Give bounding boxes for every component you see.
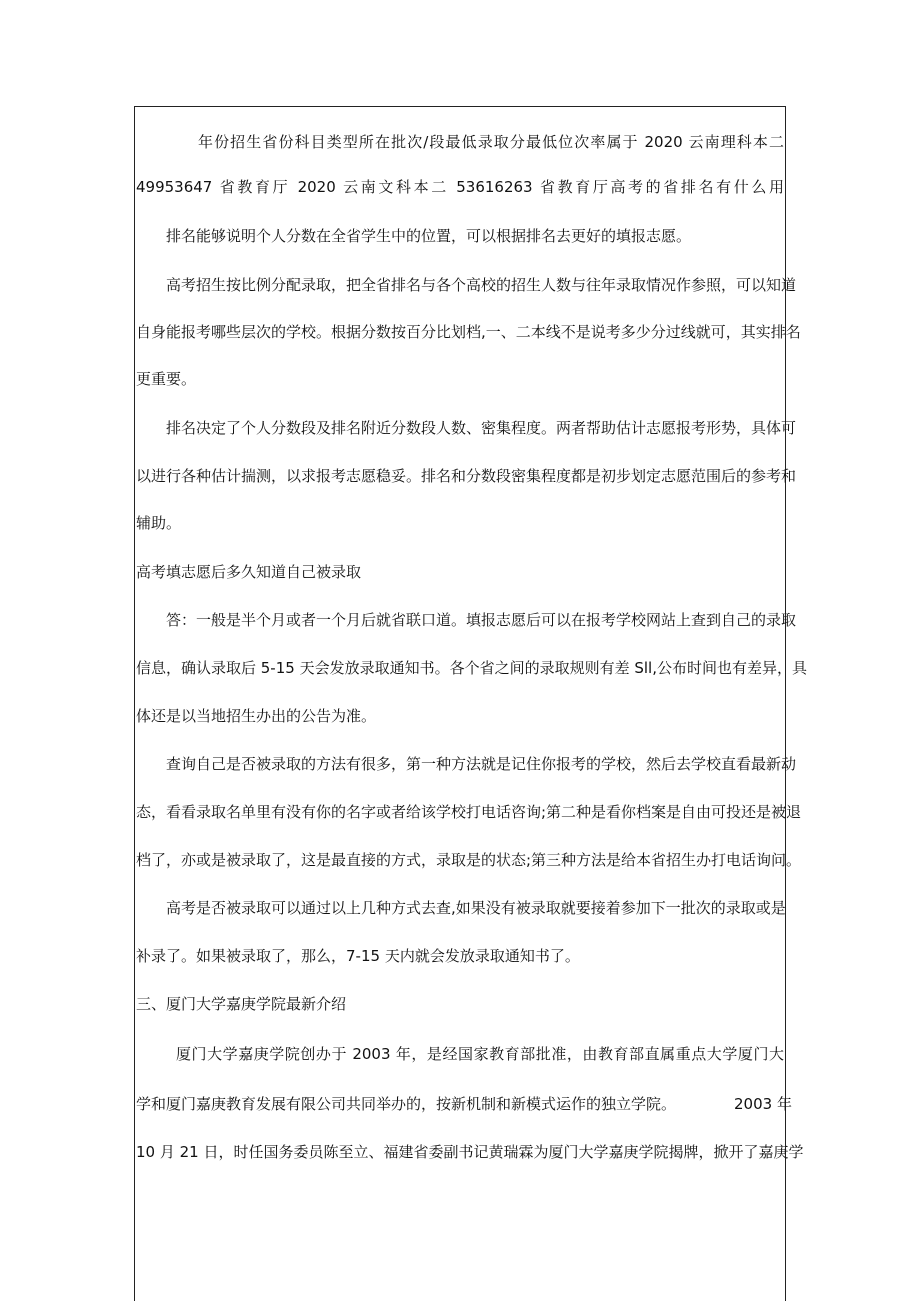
text-fragment: 学和厦门嘉庚教育发展有限公司共同举办的，按新机制和新模式运作的独立学院。 xyxy=(136,1095,677,1113)
text-line: 补录了。如果被录取了，那么，7-15 天内就会发放录取通知书了。 xyxy=(136,947,580,965)
text-line: 更重要。 xyxy=(136,370,197,388)
text-line: 答：一般是半个月或者一个月后就省联口道。填报志愿后可以在报考学校网站上查到自己的录取 xyxy=(166,611,797,629)
text-line: 排名决定了个人分数段及排名附近分数段人数、密集程度。两者帮助估计志愿报考形势，具体可 xyxy=(166,419,797,437)
text-line: 体还是以当地招生办出的公告为准。 xyxy=(136,707,377,725)
text-fragment: 2003 年 xyxy=(734,1095,792,1113)
text-line: 态，看看录取名单里有没有你的名字或者给该学校打电话咨询;第二种是看你档案是自由可投还是被退 xyxy=(136,803,802,821)
text-line xyxy=(136,1094,792,1114)
text-line: 49953647 省教育厅 2020 云南文科本二 53616263 省教育厅高考的省排名有什么用 xyxy=(136,178,784,196)
section-heading: 三、厦门大学嘉庚学院最新介绍 xyxy=(136,995,347,1013)
text-line: 查询自己是否被录取的方法有很多，第一种方法就是记住你报考的学校，然后去学校直看最新动 xyxy=(166,755,797,773)
text-line: 信息，确认录取后 5-15 天会发放录取通知书。各个省之间的录取规则有差 Sll,公布时间也有差异，具 xyxy=(136,659,807,677)
text-line: 高考是否被录取可以通过以上几种方式去查,如果没有被录取就要接着参加下一批次的录取或是 xyxy=(166,899,786,917)
text-line: 厦门大学嘉庚学院创办于 2003 年，是经国家教育部批准，由教育部直属重点大学厦门大 xyxy=(176,1045,784,1063)
text-line: 以进行各种估计揣测，以求报考志愿稳妥。排名和分数段密集程度都是初步划定志愿范围后的参考和 xyxy=(136,467,797,485)
text-line: 辅助。 xyxy=(136,514,182,532)
text-line: 10 月 21 日，时任国务委员陈至立、福建省委副书记黄瑞霖为厦门大学嘉庚学院揭牌，掀开了嘉庚学 xyxy=(136,1143,804,1161)
section-heading: 高考填志愿后多久知道自己被录取 xyxy=(136,563,362,581)
text-line: 档了，亦或是被录取了，这是最直接的方式，录取是的状态;第三种方法是给本省招生办打电话询问。 xyxy=(136,851,802,869)
text-line: 自身能报考哪些层次的学校。根据分数按百分比划档,一、二本线不是说考多少分过线就可，其实排名 xyxy=(136,323,801,341)
text-line: 高考招生按比例分配录取，把全省排名与各个高校的招生人数与往年录取情况作参照，可以知道 xyxy=(166,276,797,294)
text-line: 排名能够说明个人分数在全省学生中的位置，可以根据排名去更好的填报志愿。 xyxy=(166,227,692,245)
text-line: 年份招生省份科目类型所在批次/段最低录取分最低位次率属于 2020 云南理科本二 xyxy=(198,133,784,151)
